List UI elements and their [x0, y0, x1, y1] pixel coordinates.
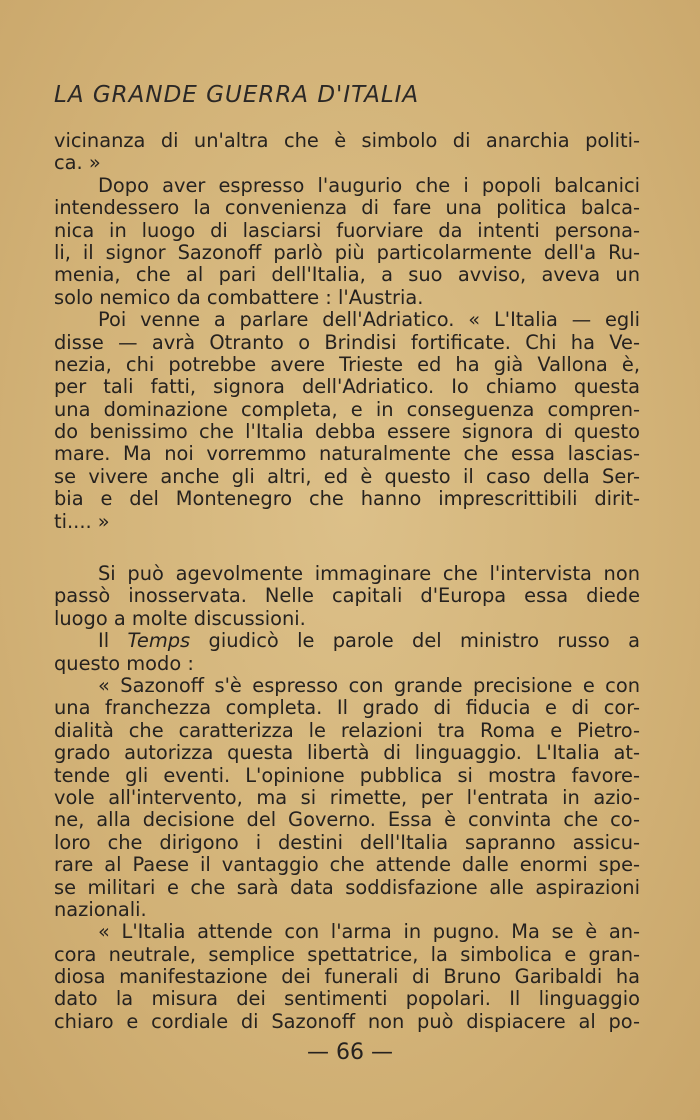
text-line: vole all'intervento, ma si rimette, per l'entrata in azio- [54, 785, 640, 809]
text-line: nica in luogo di lasciarsi fuorviare da intenti persona- [54, 218, 640, 242]
text-line: solo nemico da combattere : l'Austria. [54, 285, 424, 309]
text-line: dialità che caratterizza le relazioni tra Roma e Pietro- [54, 718, 640, 742]
text-line: « Sazonoff s'è espresso con grande precisione e con [98, 673, 640, 697]
text-line: disse — avrà Otranto o Brindisi fortificate. Chi ha Ve- [54, 330, 640, 354]
text-line: tende gli eventi. L'opinione pubblica si mostra favore- [54, 763, 640, 787]
page-number: — 66 — [307, 1040, 393, 1065]
text-line: loro che dirigono i destini dell'Italia sapranno assicu- [54, 830, 640, 854]
text-line: nezia, chi potrebbe avere Trieste ed ha già Vallona è, [54, 352, 640, 376]
text-line: una dominazione completa, e in conseguenza compren- [54, 397, 640, 421]
text-line: grado autorizza questa libertà di linguaggio. L'Italia at- [54, 741, 640, 765]
text-line: « L'Italia attende con l'arma in pugno. Ma se è an- [98, 920, 640, 944]
body-text [54, 130, 640, 1033]
text-line: una franchezza completa. Il grado di fiducia e di cor- [54, 696, 640, 720]
text-fragment: giudicò le parole del ministro russo a [208, 629, 640, 653]
text-line: chiaro e cordiale di Sazonoff non può dispiacere al po- [54, 1009, 640, 1033]
text-line: se militari e che sarà data soddisfazione alle aspirazioni [54, 875, 640, 899]
text-line: bia e del Montenegro che hanno imprescrittibili dirit- [54, 487, 640, 511]
text-line: passò inosservata. Nelle capitali d'Europa essa diede [54, 584, 640, 608]
text-line: se vivere anche gli altri, ed è questo il caso della Ser- [54, 464, 640, 488]
running-title: LA GRANDE GUERRA D'ITALIA [54, 82, 420, 108]
text-line: ti.... » [54, 509, 110, 533]
text-line: Dopo aver espresso l'augurio che i popoli balcanici [98, 173, 640, 197]
text-line: rare al Paese il vantaggio che attende dalle enormi spe- [54, 853, 640, 877]
text-line: cora neutrale, semplice spettatrice, la simbolica e gran- [54, 942, 640, 966]
text-line: dato la misura dei sentimenti popolari. Il linguaggio [54, 987, 640, 1011]
text-line: intendessero la convenienza di fare una politica balca- [54, 196, 640, 220]
text-line: diosa manifestazione dei funerali di Bruno Garibaldi ha [54, 965, 640, 989]
text-line: nazionali. [54, 897, 147, 921]
text-line: ne, alla decisione del Governo. Essa è convinta che co- [54, 808, 640, 832]
text-line: per tali fatti, signora dell'Adriatico. Io chiamo questa [54, 375, 640, 399]
paragraph-gap [54, 533, 640, 563]
text-line: ca. » [54, 151, 101, 175]
text-line: mare. Ma noi vorremmo naturalmente che essa lascias- [54, 442, 640, 466]
text-fragment: Il [98, 629, 110, 653]
text-line: do benissimo che l'Italia debba essere signora di questo [54, 420, 640, 444]
text-line: Poi venne a parlare dell'Adriatico. « L'Italia — egli [98, 308, 640, 332]
text-line: questo modo : [54, 651, 194, 675]
text-line: vicinanza di un'altra che è simbolo di anarchia politi- [54, 129, 640, 152]
newspaper-title: Temps [127, 629, 191, 653]
text-line: menia, che al pari dell'Italia, a suo avviso, aveva un [54, 263, 640, 287]
text-line: li, il signor Sazonoff parlò più particolarmente dell'a Ru- [54, 240, 640, 264]
text-line: luogo a molte discussioni. [54, 606, 306, 630]
text-line: Si può agevolmente immaginare che l'intervista non [98, 562, 640, 586]
text-line [54, 630, 640, 652]
